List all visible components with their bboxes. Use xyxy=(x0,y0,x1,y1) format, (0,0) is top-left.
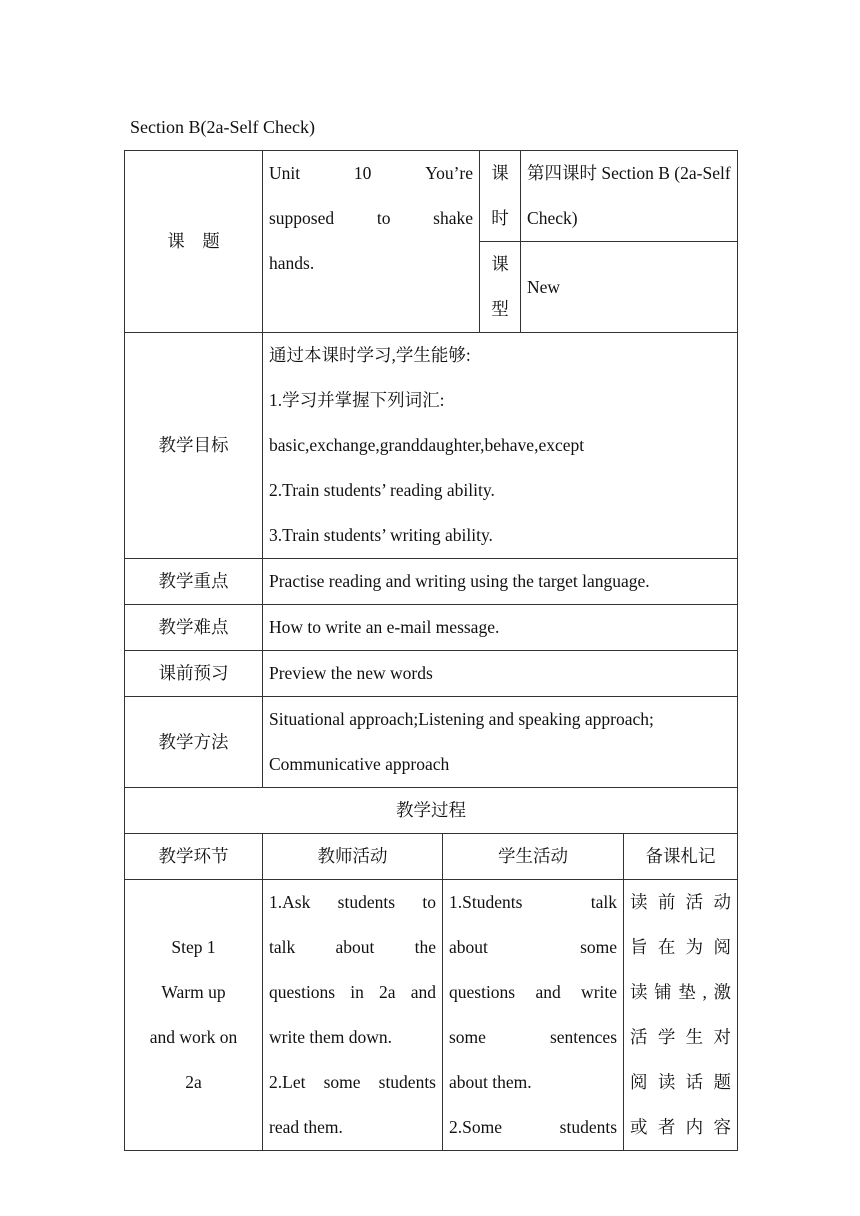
unit-title-line: hands. xyxy=(269,253,315,273)
teacher-line: read them. xyxy=(269,1117,343,1137)
method-line: Communicative approach xyxy=(269,754,450,774)
header-teacher: 教师活动 xyxy=(263,834,443,880)
objective-line: 3.Train students’ writing ability. xyxy=(269,525,493,545)
note-line: 或者内容 xyxy=(630,1117,732,1137)
step1-notes xyxy=(624,880,738,1151)
note-line: 旨在为阅 xyxy=(630,937,732,957)
method-line: Situational approach;Listening and speaking approach; xyxy=(269,709,654,729)
difficulties-value: How to write an e-mail message. xyxy=(263,605,738,651)
objective-line: 2.Train students’ reading ability. xyxy=(269,480,495,500)
type-label: 课型 xyxy=(480,242,521,333)
note-line: 读铺垫,激 xyxy=(630,982,732,1002)
stage-line: and work on xyxy=(149,1027,238,1047)
objective-line: 通过本课时学习,学生能够: xyxy=(269,345,471,365)
section-heading: Section B(2a-Self Check) xyxy=(130,117,315,137)
objectives-label: 教学目标 xyxy=(125,333,263,559)
methods-cell xyxy=(263,697,738,788)
stage-line: 2a xyxy=(185,1072,202,1092)
period-value: 第四课时 Section B (2a-Self Check) xyxy=(521,151,738,242)
unit-title-line: Unit 10 You’re xyxy=(269,163,474,183)
student-line: questions and write xyxy=(449,982,618,1002)
process-title: 教学过程 xyxy=(125,788,738,834)
objectives-cell xyxy=(263,333,738,559)
student-line: about them. xyxy=(449,1072,532,1092)
lesson-plan-table xyxy=(124,150,738,1151)
objective-line: basic,exchange,granddaughter,behave,except xyxy=(269,435,585,455)
key-points-label: 教学重点 xyxy=(125,559,263,605)
type-value: New xyxy=(521,242,738,333)
topic-label: 课 题 xyxy=(125,151,263,333)
teacher-line: talk about the xyxy=(269,937,436,957)
key-points-value: Practise reading and writing using the target language. xyxy=(263,559,738,605)
step1-teacher xyxy=(263,880,443,1151)
period-label: 课时 xyxy=(480,151,521,242)
stage-line: Step 1 xyxy=(171,937,216,957)
unit-title-line: supposed to shake xyxy=(269,208,474,228)
student-line: about some xyxy=(449,937,618,957)
header-stage: 教学环节 xyxy=(125,834,263,880)
step1-stage xyxy=(125,880,263,1151)
preview-label: 课前预习 xyxy=(125,651,263,697)
step1-student xyxy=(443,880,624,1151)
student-line: some sentences xyxy=(449,1027,618,1047)
header-notes: 备课札记 xyxy=(624,834,738,880)
teacher-line: write them down. xyxy=(269,1027,392,1047)
unit-title-cell xyxy=(263,151,480,333)
preview-value: Preview the new words xyxy=(263,651,738,697)
teacher-line: 1.Ask students to xyxy=(269,892,436,912)
difficulties-label: 教学难点 xyxy=(125,605,263,651)
methods-label: 教学方法 xyxy=(125,697,263,788)
note-line: 读前活动 xyxy=(630,892,732,912)
teacher-line: 2.Let some students xyxy=(269,1072,436,1092)
teacher-line: questions in 2a and xyxy=(269,982,436,1002)
note-line: 活学生对 xyxy=(630,1027,732,1047)
stage-line: Warm up xyxy=(161,982,226,1002)
objective-line: 1.学习并掌握下列词汇: xyxy=(269,390,445,410)
note-line: 阅读话题 xyxy=(630,1072,732,1092)
student-line: 2.Some students xyxy=(449,1117,618,1137)
header-student: 学生活动 xyxy=(443,834,624,880)
student-line: 1.Students talk xyxy=(449,892,618,912)
